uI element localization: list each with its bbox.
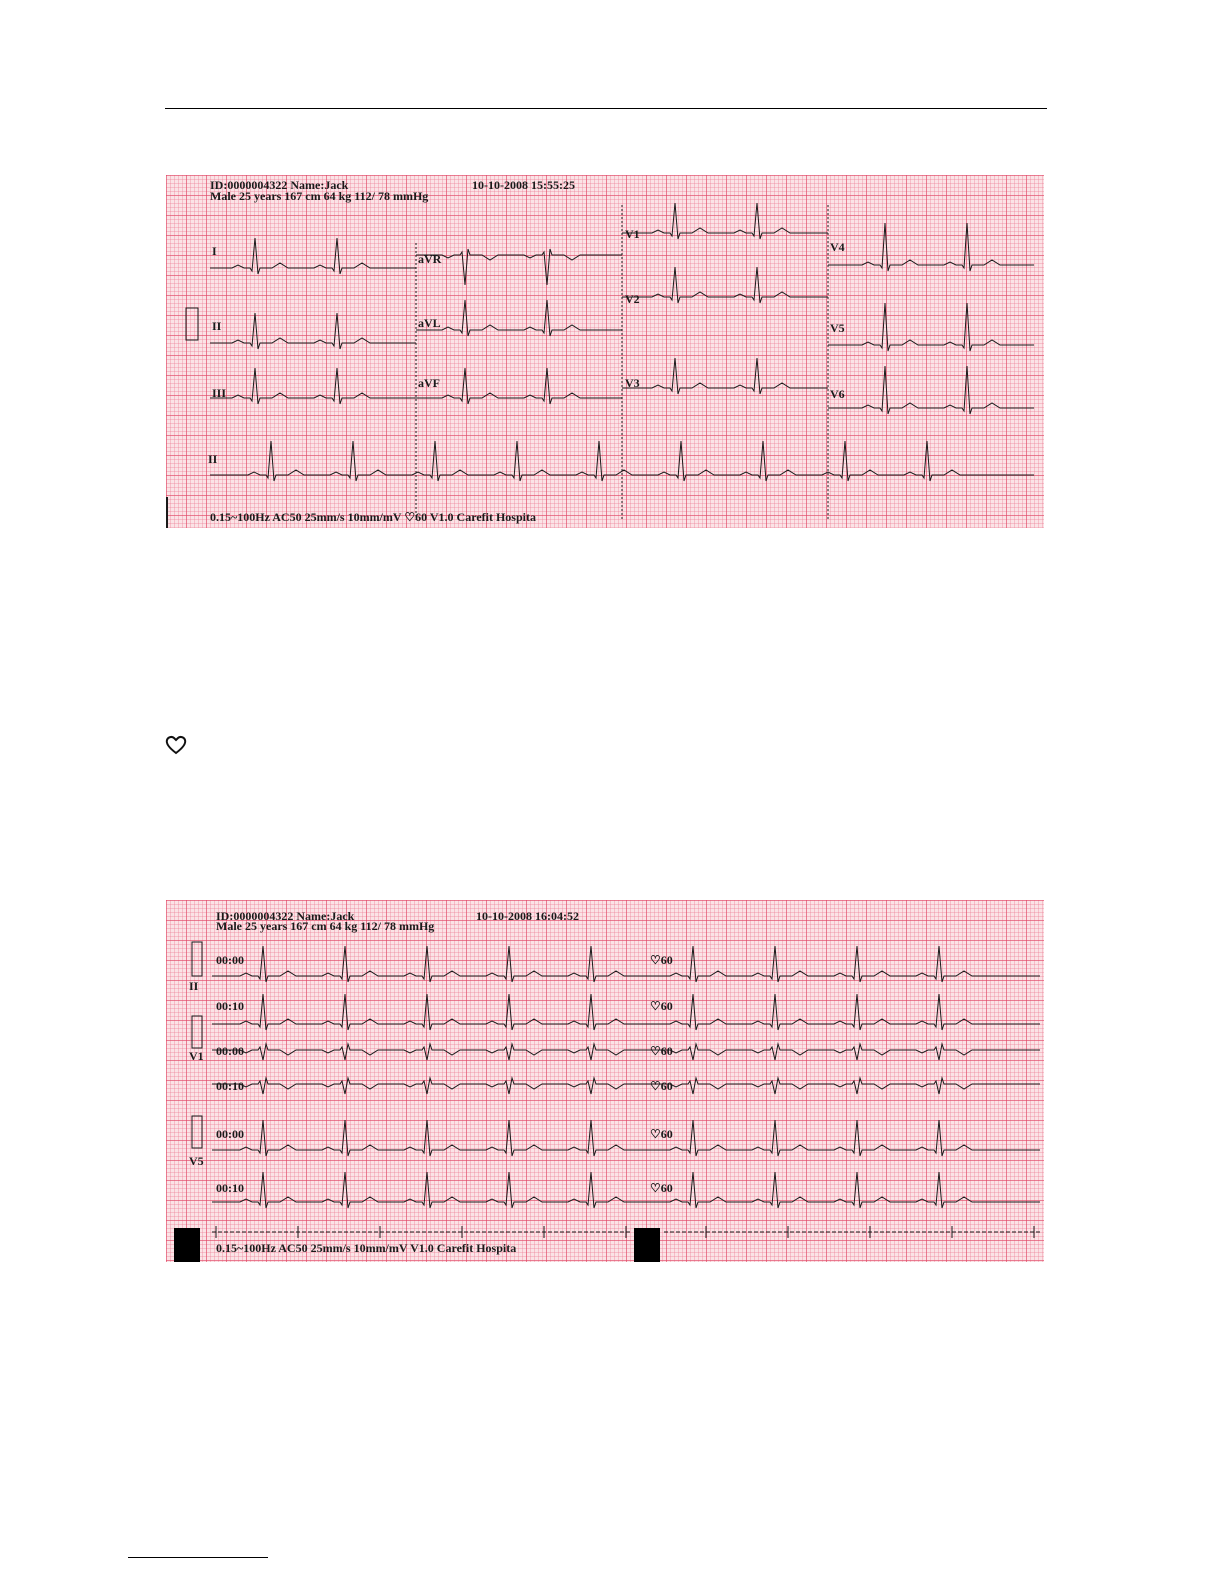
recording-settings: 0.15~100Hz AC50 25mm/s 10mm/mV ♡60 V1.0 Carefit Hospita [210, 510, 536, 524]
heart-rate-label: ♡60 [650, 999, 673, 1013]
lead-label-ii: II [212, 319, 222, 333]
record-datetime: 10-10-2008 15:55:25 [472, 178, 575, 192]
record-datetime: 10-10-2008 16:04:52 [476, 909, 579, 923]
black-marker-block [174, 1228, 200, 1262]
heart-rate-label: ♡60 [650, 1079, 673, 1093]
time-label: 00:10 [216, 1079, 244, 1093]
patient-id-name: ID:0000004322 Name:Jack [216, 909, 355, 923]
lead-label-avl: aVL [418, 316, 441, 330]
lead-label-i: I [212, 244, 217, 258]
lead-label-avf: aVF [418, 376, 440, 390]
ecg-trace [636, 946, 1040, 982]
calibration-pulse [186, 308, 198, 340]
time-label: 00:00 [216, 1127, 244, 1141]
recording-settings: 0.15~100Hz AC50 25mm/s 10mm/mV V1.0 Carefit Hospita [216, 1241, 517, 1255]
patient-details: Male 25 years 167 cm 64 kg 112/ 78 mmHg [216, 919, 435, 933]
ecg-trace [210, 313, 416, 349]
lead-label-ii-rhythm: II [208, 452, 218, 466]
ecg-trace [212, 1044, 636, 1060]
time-label: 00:00 [216, 953, 244, 967]
ecg-traces-12-lead [166, 175, 1044, 528]
lead-label-iii: III [212, 386, 227, 400]
lead-label-v4: V4 [830, 240, 845, 254]
ecg-trace [212, 946, 636, 982]
heart-rate-label: ♡60 [650, 1127, 673, 1141]
lead-label-v1: V1 [625, 227, 640, 241]
heart-rate-label: ♡60 [650, 1181, 673, 1195]
lead-label-v6: V6 [830, 387, 845, 401]
ecg-trace [210, 368, 416, 404]
calibration-pulse [192, 1116, 202, 1148]
heart-rate-label: ♡60 [650, 1044, 673, 1058]
ecg-trace [416, 368, 622, 404]
lead-label-v2: V2 [625, 292, 640, 306]
black-marker-block [634, 1228, 660, 1262]
footnote-rule [128, 1557, 268, 1558]
lead-group-label-ii: II [189, 979, 199, 993]
time-label: 00:00 [216, 1044, 244, 1058]
heart-outline-icon [164, 734, 188, 756]
time-label: 00:10 [216, 1181, 244, 1195]
lead-label-avr: aVR [418, 252, 442, 266]
ecg-trace [636, 1044, 1040, 1060]
ecg-12-lead-report [166, 175, 1044, 528]
ecg-trace [210, 238, 416, 274]
calibration-pulse [192, 942, 202, 976]
ecg-trace [828, 223, 1034, 271]
ecg-traces-rhythm [166, 900, 1044, 1262]
ecg-trace [622, 203, 828, 239]
ecg-trace [636, 1120, 1040, 1156]
ecg-trace [212, 1120, 636, 1156]
ecg-trace [828, 366, 1034, 414]
lead-group-label-v1: V1 [189, 1049, 204, 1063]
lead-label-v5: V5 [830, 321, 845, 335]
ecg-trace [636, 1078, 1040, 1094]
lead-label-v3: V3 [625, 376, 640, 390]
heart-rate-label: ♡60 [650, 953, 673, 967]
lead-group-label-v5: V5 [189, 1154, 204, 1168]
ecg-trace [212, 1172, 636, 1208]
ecg-rhythm-report [166, 900, 1044, 1262]
ecg-trace [416, 249, 622, 285]
ecg-trace [828, 303, 1034, 351]
ecg-trace [636, 1172, 1040, 1208]
ecg-trace [416, 300, 622, 336]
ecg-trace [212, 994, 636, 1030]
patient-details: Male 25 years 167 cm 64 kg 112/ 78 mmHg [210, 189, 429, 203]
page-header-rule [165, 108, 1047, 109]
ecg-trace [622, 267, 828, 306]
patient-id-name: ID:0000004322 Name:Jack [210, 178, 349, 192]
calibration-pulse [192, 1016, 202, 1048]
ecg-trace [636, 994, 1040, 1030]
time-label: 00:10 [216, 999, 244, 1013]
ecg-trace [212, 1078, 636, 1094]
ecg-trace [622, 358, 828, 394]
